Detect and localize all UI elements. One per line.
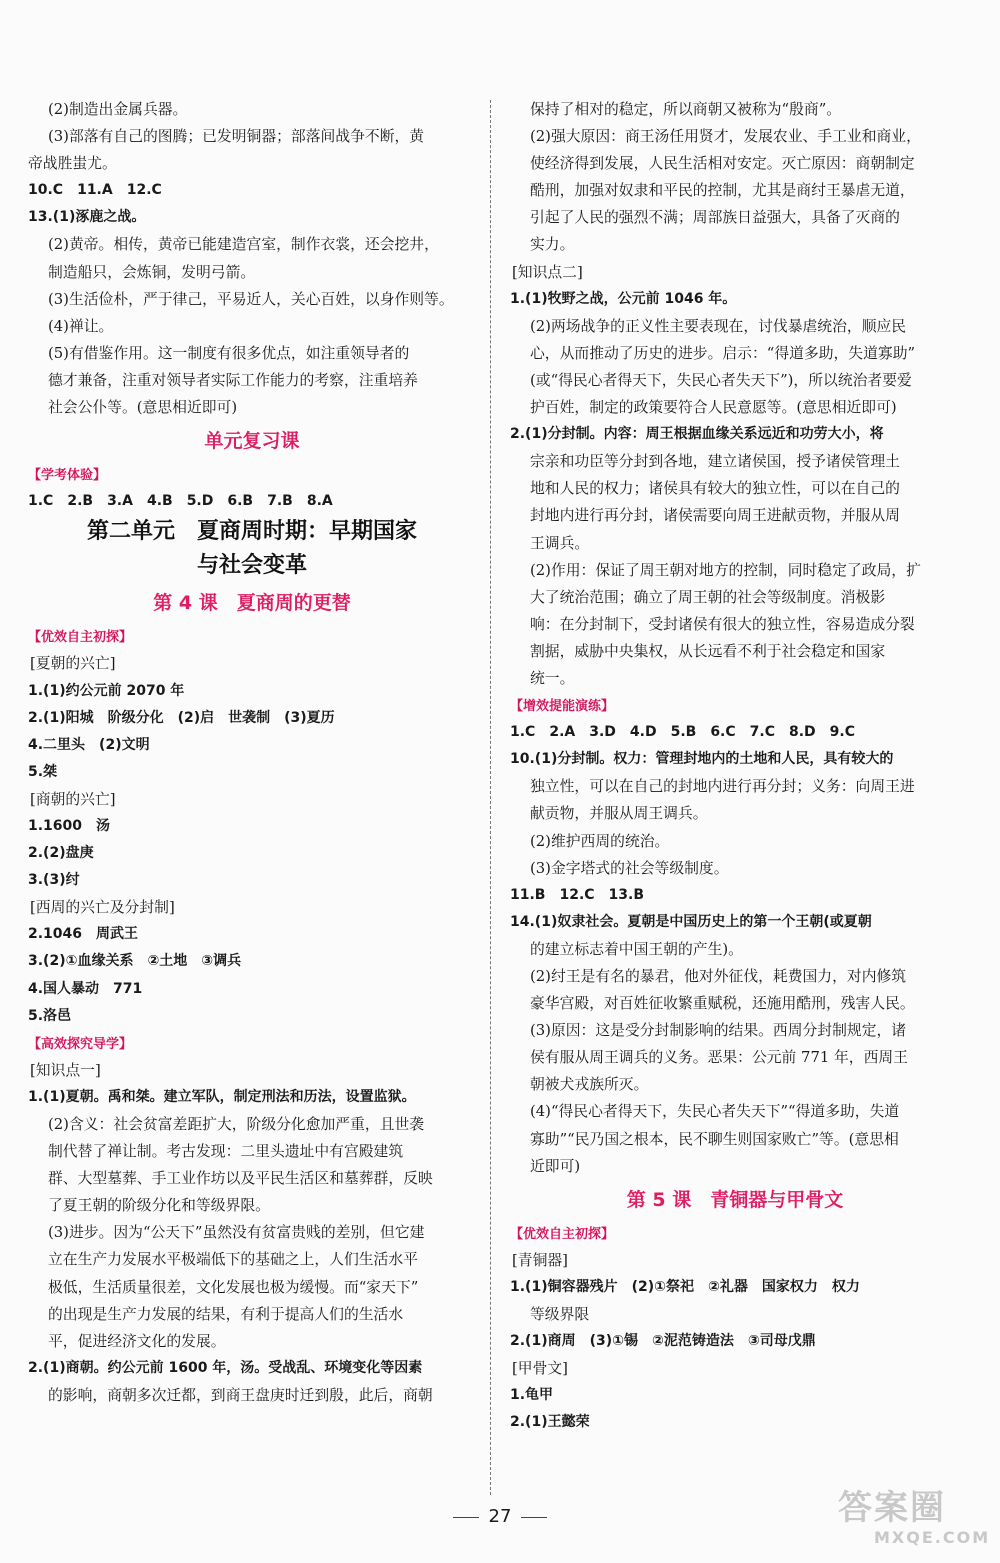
answer-item: 1.(1)约公元前 2070 年: [28, 682, 185, 699]
answer-line: 德才兼备，注重对领导者实际工作能力的考察，注重培养: [48, 371, 418, 389]
answer-line: (2)两场战争的正义性主要表现在，讨伐暴虐统治，顺应民: [530, 317, 907, 335]
section-tag-row: [28, 461, 476, 488]
answer-line: 宗亲和功臣等分封到各地，建立诸侯国，授予诸侯管理土: [530, 453, 900, 471]
answer-line: (3)进步。因为“公天下”虽然没有贫富贵贱的差别，但它建: [48, 1224, 425, 1242]
answer-line: 朝被犬戎族所灭。: [530, 1076, 649, 1094]
watermark-logo: [838, 1488, 991, 1558]
answer-line: 心，从而推动了历史的进步。启示：“得道多助，失道寡助”: [530, 344, 916, 362]
answer-line: 使经济得到发展，人民生活相对安定。灭亡原因：商朝制定: [530, 155, 915, 173]
answer-line: 地和人民的权力；诸侯具有较大的独立性，可以在自己的: [530, 480, 900, 498]
topic-heading: [知识点二]: [512, 263, 583, 281]
answer-line: 响：在分封制下，受封诸侯有很大的独立性，容易造成分裂: [530, 615, 915, 633]
watermark-url: MXQE.COM: [874, 1528, 991, 1547]
answer-line: (3)部落有自己的图腾；已发明铜器；部落间战争不断，黄: [48, 128, 425, 146]
left-column: [28, 96, 476, 1409]
section-tag-row: [510, 1220, 960, 1247]
answer-line: 侯有服从周王调兵的义务。恶果：公元前 771 年，西周王: [530, 1049, 908, 1067]
answer-line: 酷刑，加强对奴隶和平民的控制，尤其是商纣王暴虐无道，: [530, 182, 915, 200]
answer-line: 护百姓，制定的政策要符合人民意愿等。(意思相近即可): [530, 399, 897, 417]
answer-line: (2)作用：保证了周王朝对地方的控制，同时稳定了政局，扩: [530, 561, 921, 579]
answer-line: (2)制造出金属兵器。: [48, 101, 188, 118]
answer-line: 实力。: [530, 236, 575, 254]
answer-line: (2)纣王是有名的暴君，他对外征伐，耗费国力，对内修筑: [530, 968, 907, 985]
lesson-title: 第 4 课 夏商周的更替: [153, 592, 351, 615]
answer-line: 保持了相对的稳定，所以商朝又被称为“殷商”。: [530, 101, 842, 118]
answer-item: 13.(1)涿鹿之战。: [28, 209, 146, 226]
section-tag-row: [510, 692, 960, 719]
answer-item: 2.(1)商朝。约公元前 1600 年，汤。受战乱、环境变化等因素: [28, 1359, 423, 1376]
page-number-text: 27: [488, 1506, 512, 1527]
lesson-title: 第 5 课 青铜器与甲骨文: [626, 1188, 844, 1211]
section-tag: 【优效自主初探】: [510, 1226, 615, 1242]
answer-line: 制代替了禅让制。考古发现：二里头遗址中有宫殿建筑: [48, 1143, 404, 1161]
answer-line: (3)生活俭朴，严于律己，平易近人，关心百姓，以身作则等。: [48, 290, 454, 308]
answer-line: (3)金字塔式的社会等级制度。: [530, 859, 729, 877]
unit-title: 第二单元 夏商周时期：早期国家: [86, 519, 417, 545]
answer-line: (5)有借鉴作用。这一制度有很多优点，如注重领导者的: [48, 344, 410, 362]
section-tag: 【增效提能演练】: [510, 699, 615, 715]
answer-item: 14.(1)奴隶社会。夏朝是中国历史上的第一个王朝(或夏朝: [510, 913, 872, 930]
answer-item: 1.C 2.B 3.A 4.B 5.D 6.B 7.B 8.A: [28, 493, 333, 510]
answer-line: 割据，威胁中央集权，从长远看不利于社会稳定和国家: [530, 642, 886, 660]
answer-line: (3)原因：这是受分封制影响的结果。西周分封制规定，诸: [530, 1022, 907, 1040]
answer-item: 3.(3)纣: [28, 872, 80, 889]
answer-item: 3.(2)①血缘关系 ②土地 ③调兵: [28, 953, 242, 970]
topic-heading: [商朝的兴亡]: [30, 790, 116, 808]
watermark-text: 答案圈: [838, 1488, 946, 1528]
answer-line: 寡助”“民乃国之根本，民不聊生则国家败亡”等。(意思相: [530, 1130, 899, 1148]
answer-line: 群、大型墓葬、手工业作坊以及平民生活区和墓葬群，反映: [48, 1170, 433, 1188]
answer-line: 的出现是生产力发展的结果，有利于提高人们的生活水: [48, 1305, 404, 1323]
answer-line: 的影响，商朝多次迁都，到商王盘庚时迁到殷，此后，商朝: [48, 1386, 433, 1404]
answer-line: 平，促进经济文化的发展。: [48, 1332, 226, 1350]
section-tag: 【学考体验】: [28, 468, 107, 484]
answer-item: 2.(1)王懿荣: [510, 1414, 590, 1431]
section-tag-row: [28, 1030, 476, 1057]
answer-line: (2)含义：社会贫富差距扩大，阶级分化愈加严重，且世袭: [48, 1116, 425, 1133]
answer-line: 独立性，可以在自己的封地内进行再分封；义务：向周王进: [530, 778, 915, 796]
answer-line: 豪华宫殿，对百姓征收繁重赋税，还施用酷刑，残害人民。: [530, 995, 915, 1013]
answer-item: 1.(1)夏朝。禹和桀。建立军队，制定刑法和历法，设置监狱。: [28, 1088, 416, 1105]
answer-line: 立在生产力发展水平极端低下的基础之上，人们生活水平: [48, 1251, 418, 1269]
column-divider: [490, 100, 491, 1495]
topic-heading: [西周的兴亡及分封制]: [30, 899, 175, 917]
answer-line: (或“得民心者得天下，失民心者失天下”)，所以统治者要爱: [530, 371, 912, 389]
answer-item: 5.桀: [28, 763, 58, 780]
answer-line: (4)“得民心者得天下，失民心者失天下”“得道多助，失道: [530, 1103, 900, 1121]
answer-item: 2.(1)阳城 阶级分化 (2)启 世袭制 (3)夏历: [28, 709, 335, 726]
answer-item: 4.二里头 (2)文明: [28, 736, 150, 753]
answer-line: 王调兵。: [530, 534, 590, 552]
answer-line: (4)禅让。: [48, 317, 114, 335]
section-tag-row: [28, 623, 476, 650]
topic-heading: [青铜器]: [512, 1251, 568, 1269]
answer-line: 的建立标志着中国王朝的产生)。: [530, 940, 743, 958]
answer-line: 社会公仆等。(意思相近即可): [48, 399, 238, 417]
unit-title: 与社会变革: [196, 553, 307, 579]
answer-line: (2)维护西周的统治。: [530, 832, 670, 850]
answer-item: 2.1046 周武王: [28, 926, 139, 943]
answer-item: 1.C 2.A 3.D 4.D 5.B 6.C 7.C 8.D 9.C: [510, 724, 856, 741]
answer-line: (2)黄帝。相传，黄帝已能建造宫室，制作衣裳，还会挖井，: [48, 236, 439, 254]
section-tag: 【高效探究导学】: [28, 1036, 133, 1052]
topic-heading: [知识点一]: [30, 1061, 101, 1079]
answer-item: 2.(1)分封制。内容：周王根据血缘关系远近和功劳大小，将: [510, 426, 884, 443]
answer-item: 10.C 11.A 12.C: [28, 182, 162, 199]
answer-item: 1.1600 汤: [28, 817, 111, 834]
answer-line: 等级界限: [530, 1306, 590, 1324]
lesson-title: 单元复习课: [204, 430, 300, 453]
answer-item: 5.洛邑: [28, 1007, 72, 1024]
answer-item: 10.(1)分封制。权力：管理封地内的土地和人民，具有较大的: [510, 751, 894, 768]
answer-line: 献贡物，并服从周王调兵。: [530, 805, 708, 823]
answer-line: 引起了人民的强烈不满；周部族日益强大，具备了灭商的: [530, 209, 900, 227]
answer-item: 1.(1)牧野之战，公元前 1046 年。: [510, 290, 737, 307]
answer-line: 大了统治范围；确立了周王朝的社会等级制度。消极影: [530, 588, 886, 606]
answer-line: 帝战胜蚩尤。: [28, 155, 117, 173]
right-column: [510, 96, 960, 1437]
answer-line: (2)强大原因：商王汤任用贤才，发展农业、手工业和商业，: [530, 128, 921, 146]
topic-heading: [甲骨文]: [512, 1360, 568, 1378]
answer-item: 11.B 12.C 13.B: [510, 886, 645, 903]
answer-item: 1.(1)铜容器残片 (2)①祭祀 ②礼器 国家权力 权力: [510, 1278, 860, 1295]
topic-heading: [夏朝的兴亡]: [30, 655, 116, 673]
answer-line: 了夏王朝的阶级分化和等级界限。: [48, 1197, 270, 1215]
answer-line: 统一。: [530, 669, 575, 687]
answer-item: 2.(2)盘庚: [28, 845, 94, 862]
answer-line: 制造船只，会炼铜，发明弓箭。: [48, 263, 256, 281]
section-tag: 【优效自主初探】: [28, 630, 133, 646]
answer-item: 2.(1)商周 (3)①锡 ②泥范铸造法 ③司母戊鼎: [510, 1333, 816, 1350]
answer-line: 近即可): [530, 1157, 581, 1175]
answer-item: 4.国人暴动 771: [28, 980, 143, 997]
answer-line: 极低，生活质量很差，文化发展也极为缓慢。而“家天下”: [48, 1278, 419, 1296]
answer-item: 1.龟甲: [510, 1387, 554, 1404]
answer-line: 封地内进行再分封，诸侯需要向周王进献贡物，并服从周: [530, 507, 900, 525]
